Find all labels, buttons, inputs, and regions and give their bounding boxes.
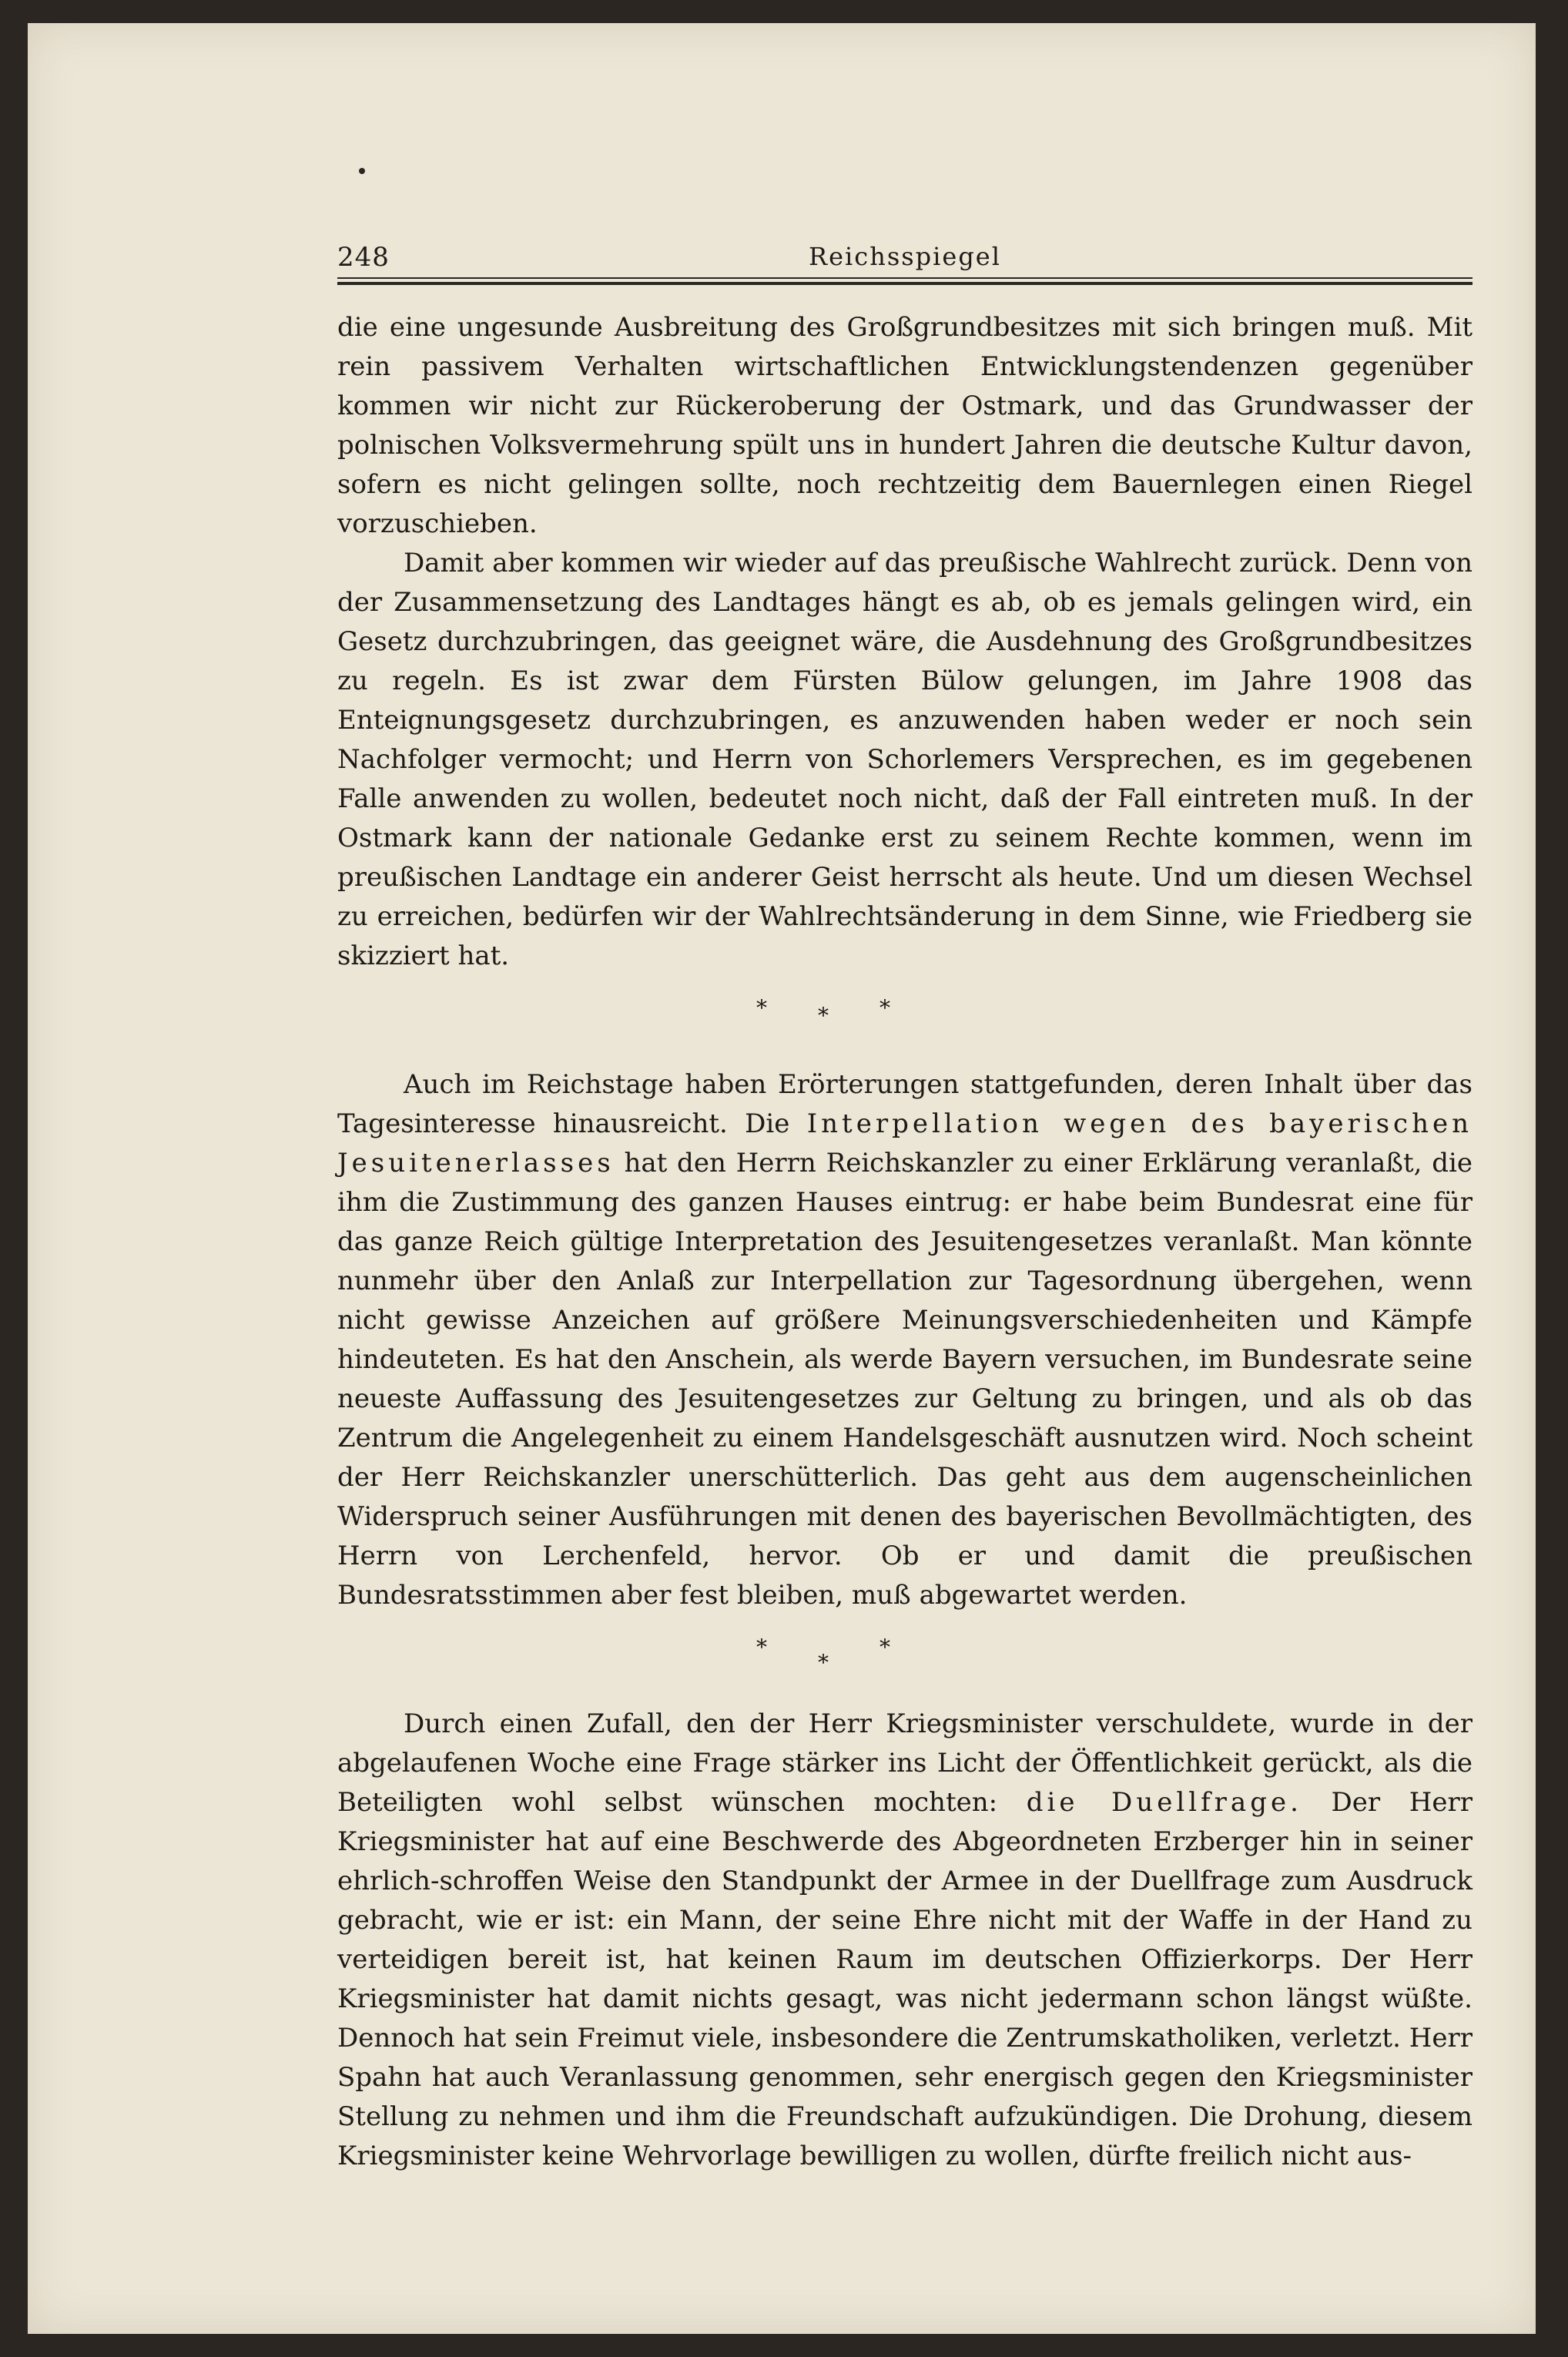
ink-speck [359, 168, 365, 174]
separator-star: * [818, 1650, 829, 1675]
paragraph-duellfrage-text-b: Der Herr Kriegsminister hat auf eine Beschwerde des Abgeordneten Erzberger hin in seiner ehrlich-schroffen Weise den Standpunkt der Armee in der Duellfrage zum Ausdruck gebracht, wie er ist: ein Mann, der seine Ehre nicht mit der Waffe in der Hand zu verteidigen bereit ist, hat keinen Raum im deutschen Offizierkorps. Der Herr Kriegsminister hat damit nichts gesagt, was nicht jedermann schon längst wüßte. Dennoch hat sein Freimut viele, insbesondere die Zentrumskatholiken, verletzt. Herr Spahn hat auch Veranlassung genommen, sehr energisch gegen den Kriegsminister Stellung zu nehmen und ihm die Freundschaft aufzukündigen. Die Drohung, diesem Kriegsminister keine Wehrvorlage bewilligen zu wollen, dürfte freilich nicht aus- [337, 1787, 1473, 2171]
paragraph-wahlrecht: Damit aber kommen wir wieder auf das preußische Wahlrecht zurück. Denn von der Zusammensetzung des Landtages hängt es ab, ob es jemals gelingen wird, ein Gesetz durchzubringen, das geeignet wäre, die Ausdehnung des Großgrundbesitzes zu regeln. Es ist zwar dem Fürsten Bülow gelungen, im Jahre 1908 das Enteignungsgesetz durchzubringen, es anzuwenden haben weder er noch sein Nachfolger vermocht; und Herrn von Schorlemers Versprechen, es im gegebenen Falle anwenden zu wollen, bedeutet noch nicht, daß der Fall eintreten muß. In der Ostmark kann der nationale Gedanke erst zu seinem Rechte kommen, wenn im preußischen Landtage ein anderer Geist herrscht als heute. Und um diesen Wechsel zu erreichen, bedürfen wir der Wahlrechtsänderung in dem Sinne, wie Friedberg sie skizziert hat. [337, 548, 1473, 971]
paragraph-duellfrage-text-a: Durch einen Zufall, den der Herr Kriegsminister verschuldete, wurde in der abgelaufenen Woche eine Frage stärker ins Licht der Öffentlichkeit gerückt, als die Beteiligten wohl selbst wünschen mochten: [337, 1708, 1473, 1818]
paragraph-reichstag-text-a: Auch im Reichstage haben Erörterungen stattgefunden, deren Inhalt über das Tagesinteresse hinausreicht. Die [337, 1069, 1473, 1139]
separator-star: * [879, 1634, 890, 1660]
paragraph-duellfrage-emphasis: die Duellfrage. [1026, 1787, 1302, 1818]
separator-star: * [756, 1634, 767, 1660]
paragraph-reichstag-emphasis: Interpellation wegen des bayerischen Jesuitenerlasses [337, 1108, 1473, 1178]
paragraph-continued: die eine ungesunde Ausbreitung des Großgrundbesitzes mit sich bringen muß. Mit rein passivem Verhalten wirtschaftlichen Entwicklungstendenzen gegenüber kommen wir nicht zur Rückeroberung der Ostmark, und das Grundwasser der polnischen Volksvermehrung spült uns in hundert Jahren die deutsche Kultur davon, sofern es nicht gelingen sollte, noch rechtzeitig dem Bauernlegen einen Riegel vorzuschieben. [337, 312, 1473, 539]
paragraph-reichstag-text-b: hat den Herrn Reichskanzler zu einer Erklärung veranlaßt, die ihm die Zustimmung des ganzen Hauses eintrug: er habe beim Bundesrat eine für das ganze Reich gültige Interpretation des Jesuitengesetzes veranlaßt. Man könnte nunmehr über den Anlaß zur Interpellation zur Tagesordnung übergehen, wenn nicht gewisse Anzeichen auf größere Meinungsverschiedenheiten und Kämpfe hindeuteten. Es hat den Anschein, als werde Bayern versuchen, im Bundesrate seine neueste Auffassung des Jesuitengesetzes zur Geltung zu bringen, und als ob das Zentrum die Angelegenheit zu einem Handelsgeschäft ausnutzen wird. Noch scheint der Herr Reichskanzler unerschütterlich. Das geht aus dem augenscheinlichen Widerspruch seiner Ausführungen mit denen des bayerischen Bevollmächtigten, des Herrn von Lerchenfeld, hervor. Ob er und damit die preußischen Bundesratsstimmen aber fest bleiben, muß abgewartet werden. [337, 1148, 1473, 1611]
header-rule-thick [337, 282, 1473, 285]
header-rule-thin [337, 277, 1473, 279]
paragraph-duellfrage [337, 1705, 1473, 2176]
separator-star: * [818, 1003, 829, 1028]
running-head: Reichsspiegel [809, 242, 1001, 271]
separator-star: * [879, 995, 890, 1021]
separator-star: * [756, 995, 767, 1021]
section-separator-1 [337, 976, 1473, 1065]
section-separator-2 [337, 1615, 1473, 1705]
page-header [337, 236, 1473, 282]
page-number: 248 [337, 242, 390, 273]
body-text [337, 308, 1473, 2176]
paragraph-reichstag [337, 1065, 1473, 1615]
book-page [28, 23, 1536, 2334]
